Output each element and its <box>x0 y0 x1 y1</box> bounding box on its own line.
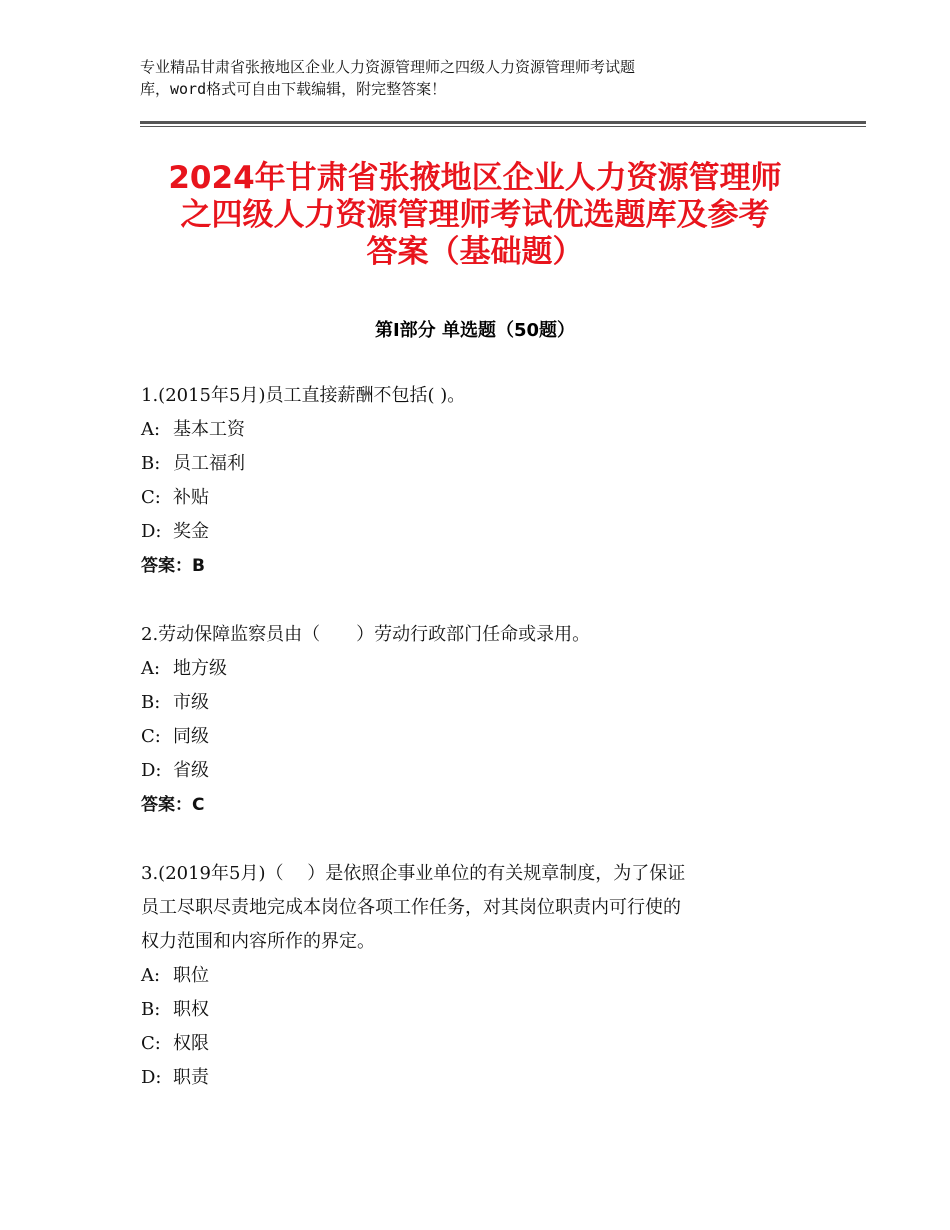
option-letter: B: <box>141 453 161 474</box>
option-a <box>141 652 821 686</box>
option-c <box>141 1027 821 1061</box>
option-letter: D: <box>141 760 162 781</box>
question-stem: 1.(2015年5月)员工直接薪酬不包括( )。 <box>141 385 466 406</box>
section-heading: 第Ⅰ部分 单选题（50题） <box>374 320 575 341</box>
option-text: 省级 <box>173 760 209 781</box>
option-letter: D: <box>141 1067 162 1088</box>
answer-line: 答案：C <box>141 795 205 815</box>
option-d <box>141 1061 821 1095</box>
option-text: 权限 <box>173 1033 209 1054</box>
option-c <box>141 720 821 754</box>
option-a <box>141 413 821 447</box>
option-c <box>141 481 821 515</box>
question-3 <box>141 857 821 1095</box>
option-letter: B: <box>141 999 161 1020</box>
option-letter: C: <box>141 1033 161 1054</box>
option-letter: C: <box>141 726 161 747</box>
question-stem-line-3: 权力范围和内容所作的界定。 <box>141 931 375 952</box>
option-b <box>141 686 821 720</box>
option-letter: A: <box>141 419 161 440</box>
header-note <box>140 56 790 100</box>
option-a <box>141 959 821 993</box>
option-text: 奖金 <box>173 521 209 542</box>
question-2 <box>141 618 821 822</box>
option-text: 基本工资 <box>173 419 245 440</box>
document-title <box>130 160 820 271</box>
option-text: 地方级 <box>173 658 227 679</box>
option-text: 补贴 <box>173 487 209 508</box>
option-d <box>141 754 821 788</box>
header-note-line-1: 专业精品甘肃省张掖地区企业人力资源管理师之四级人力资源管理师考试题 <box>140 58 636 76</box>
option-letter: A: <box>141 658 161 679</box>
question-stem: 2.劳动保障监察员由（ ）劳动行政部门任命或录用。 <box>141 624 591 645</box>
option-b <box>141 993 821 1027</box>
header-divider-thin <box>140 126 866 127</box>
option-d <box>141 515 821 549</box>
document-title-line-2: 之四级人力资源管理师考试优选题库及参考 <box>180 197 770 233</box>
option-b <box>141 447 821 481</box>
option-letter: C: <box>141 487 161 508</box>
option-letter: D: <box>141 521 162 542</box>
option-letter: B: <box>141 692 161 713</box>
question-1 <box>141 379 821 583</box>
question-stem-line-2: 员工尽职尽责地完成本岗位各项工作任务，对其岗位职责内可行使的 <box>141 897 681 918</box>
document-title-line-1: 2024年甘肃省张掖地区企业人力资源管理师 <box>168 160 782 196</box>
header-divider-thick <box>140 121 866 124</box>
header-note-line-2: 库，word格式可自由下载编辑，附完整答案！ <box>140 80 447 98</box>
option-text: 同级 <box>173 726 209 747</box>
option-text: 职权 <box>173 999 209 1020</box>
option-text: 员工福利 <box>173 453 245 474</box>
answer-line: 答案：B <box>141 556 205 576</box>
option-text: 职责 <box>173 1067 209 1088</box>
option-letter: A: <box>141 965 161 986</box>
option-text: 职位 <box>173 965 209 986</box>
option-text: 市级 <box>173 692 209 713</box>
document-title-line-3: 答案（基础题） <box>366 234 584 270</box>
question-stem-line-1: 3.(2019年5月)（ ）是依照企事业单位的有关规章制度，为了保证 <box>141 863 686 884</box>
